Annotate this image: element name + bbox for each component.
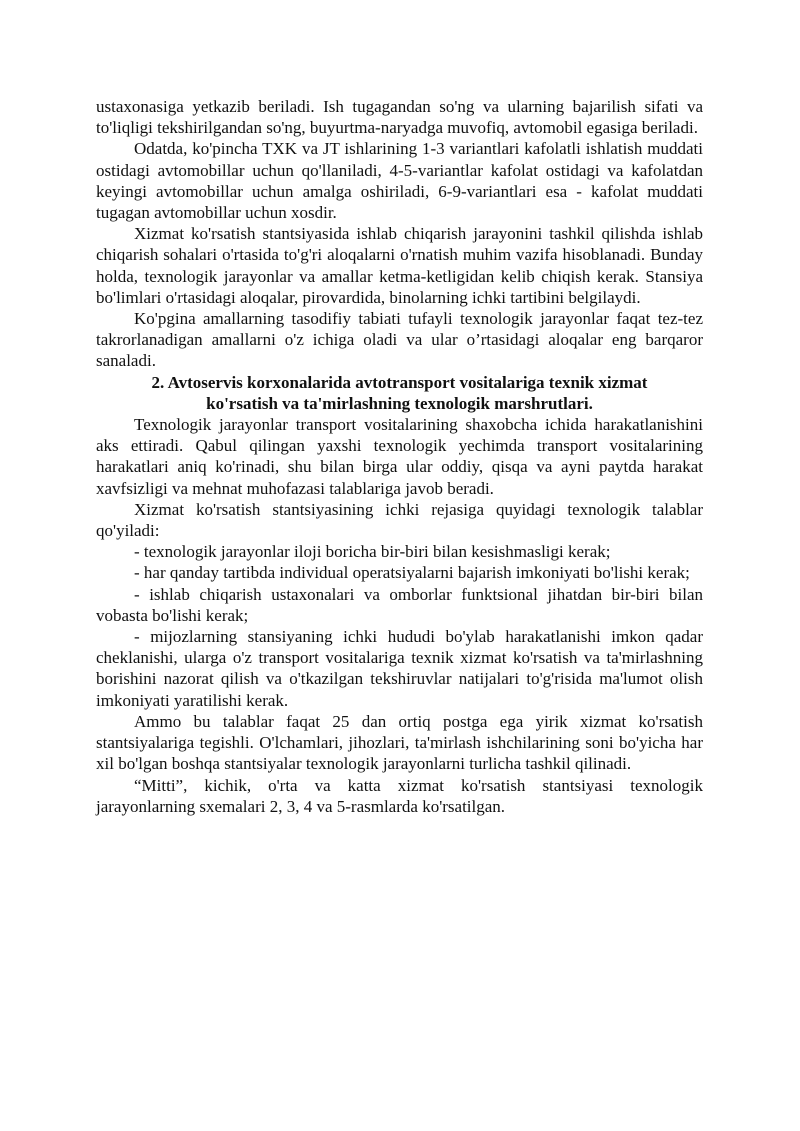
list-item: - mijozlarning stansiyaning ichki hududi bo'ylab harakatlanishi imkon qadar cheklanishi, ularga o'z transport vositalariga texnik xizmat ko'rsatish va ta'mirlashning borishini nazorat qilish va o'tkazilgan tekshiruvlar natijalari to'g'risida ma'lumot olish imkoniyati yaratilishi kerak. — [96, 627, 703, 710]
list-item: - texnologik jarayonlar iloji boricha bir-biri bilan kesishmasligi kerak; — [134, 542, 611, 562]
paragraph: Odatda, ko'pincha TXK va JT ishlarining 1-3 variantlari kafolatli ishlatish muddati ostidagi avtomobillar uchun qo'llaniladi, 4-5-variantlar kafolat ostidagi va kafolatdan keyingi avtomobillar uchun amalga oshiriladi, 6-9-variantlari esa - kafolat muddati tugagan avtomobillar uchun xosdir. — [96, 139, 703, 223]
paragraph: ustaxonasiga yetkazib beriladi. Ish tugagandan so'ng va ularning bajarilish sifati va to'liqligi tekshirilgandan so'ng, buyurtma-naryadga muvofiq, avtomobil egasiga beriladi. — [96, 97, 703, 138]
section-heading: 2. Avtoservis korxonalarida avtotransport vositalariga texnik xizmat ko'rsatish va ta'mirlashning texnologik marshrutlari. — [151, 372, 648, 413]
paragraph: Xizmat ko'rsatish stantsiyasida ishlab chiqarish jarayonini tashkil qilishda ishlab chiqarish sohalari o'rtasida to'g'ri aloqalarni o'rnatish muhim vazifa hisoblanadi. Bunday holda, texnologik jarayonlar va amallar ketma-ketligidan kelib chiqish kerak. Stansiya bo'limlari o'rtasidagi aloqalar, pirovardida, binolarning ichki tartibini belgilaydi. — [96, 224, 703, 307]
paragraph: Texnologik jarayonlar transport vositalarining shaxobcha ichida harakatlanishini aks ettiradi. Qabul qilingan yaxshi texnologik yechimda transport vositalarining harakatlari aniq ko'rinadi, shu bilan birga ular oddiy, qisqa va ayni paytda harakat xavfsizligi va mehnat muhofazasi talablariga javob beradi. — [96, 415, 703, 498]
list-item: - har qanday tartibda individual operatsiyalarni bajarish imkoniyati bo'lishi kerak; — [134, 563, 690, 583]
paragraph: Xizmat ko'rsatish stantsiyasining ichki rejasiga quyidagi texnologik talablar qo'yiladi: — [96, 499, 703, 541]
list-item: - ishlab chiqarish ustaxonalari va omborlar funktsional jihatdan bir-biri bilan vobasta bo'lishi kerak; — [96, 584, 703, 625]
paragraph: Ko'pgina amallarning tasodifiy tabiati tufayli texnologik jarayonlar faqat tez-tez takrorlanadigan amallarni o'z ichiga oladi va ular o’rtasidagi aloqalar eng barqaror sanaladi. — [96, 309, 703, 371]
paragraph: “Mitti”, kichik, o'rta va katta xizmat ko'rsatish stantsiyasi texnologik jarayonlarning sxemalari 2, 3, 4 va 5-rasmlarda ko'rsatilgan. — [96, 775, 703, 816]
document-page — [96, 96, 703, 817]
paragraph: Ammo bu talablar faqat 25 dan ortiq postga ega yirik xizmat ko'rsatish stantsiyalariga tegishli. O'lchamlari, jihozlari, ta'mirlash ishchilarining soni bo'yicha har xil bo'lgan boshqa stantsiyalar texnologik jarayonlarni turlicha tashkil qilinadi. — [96, 711, 703, 774]
